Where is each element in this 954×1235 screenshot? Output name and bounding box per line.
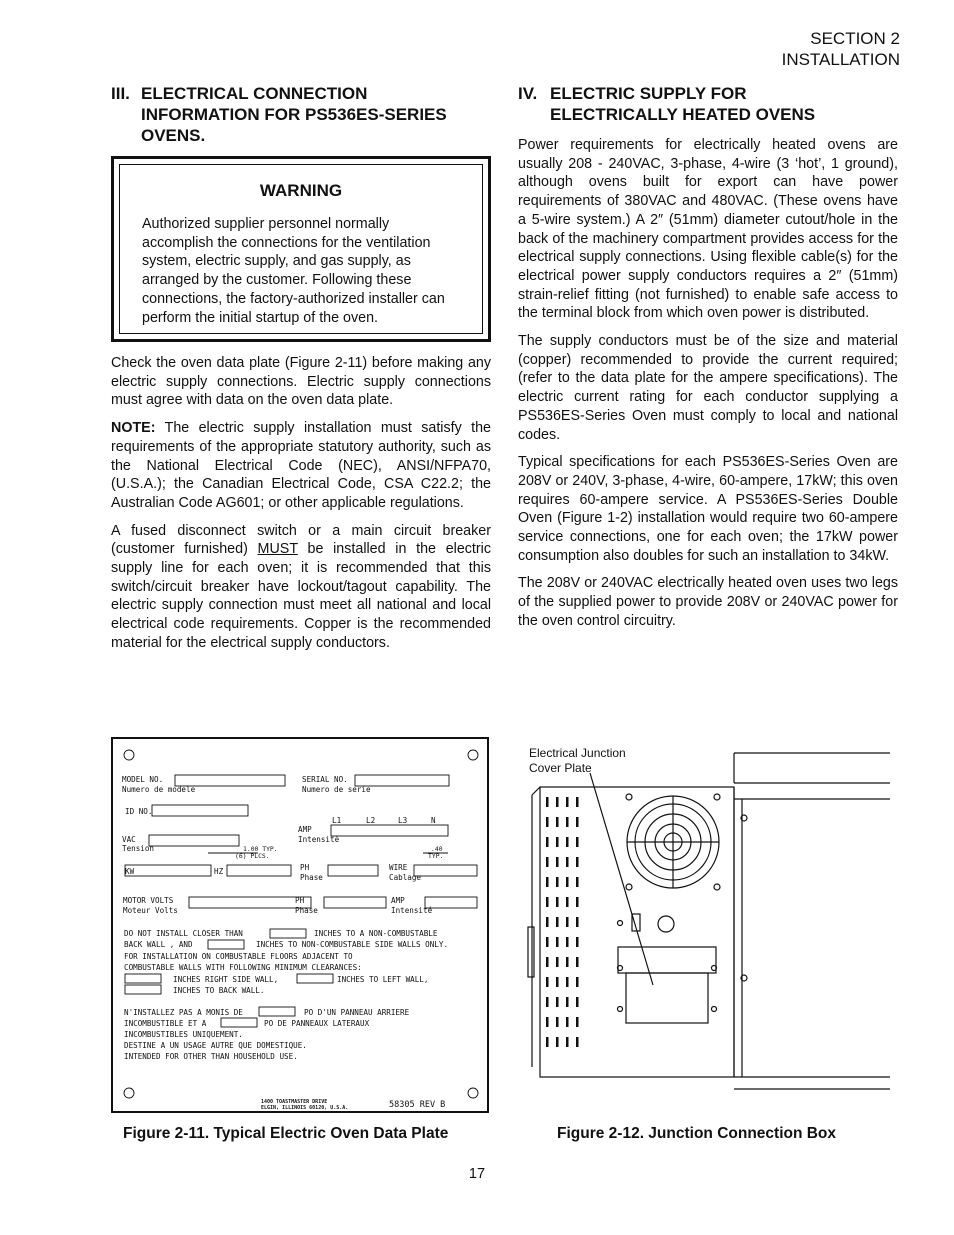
plate-address-2: ELGIN, ILLINOIS 60120, U.S.A. <box>261 1105 349 1111</box>
right-column-text <box>518 136 898 640</box>
heading-iv <box>518 83 908 125</box>
section-number: SECTION 2 <box>810 29 900 48</box>
junction-label-2: Cover Plate <box>529 761 592 775</box>
plate-motor: MOTOR VOLTS <box>123 896 174 905</box>
plate-clearance-2a: BACK WALL , AND <box>124 940 193 949</box>
heading-iv-line2: ELECTRICALLY HEATED OVENS <box>550 105 816 124</box>
paragraph-note <box>111 419 491 513</box>
plate-hz: HZ <box>214 867 224 876</box>
plate-french-2b: PO DE PANNEAUX LATERAUX <box>264 1019 370 1028</box>
plate-address-1: 1400 TOASTMASTER DRIVE <box>261 1099 328 1105</box>
plate-typ2b: TYP. <box>428 852 444 860</box>
warning-box <box>111 156 491 342</box>
heading-iii <box>111 83 501 146</box>
plate-model-fr: Numero de modele <box>122 785 196 794</box>
plate-french-3: INCOMBUSTIBLES UNIQUEMENT. <box>124 1030 243 1039</box>
plate-serial-fr: Numero de serie <box>302 785 371 794</box>
heading-iv-line1: ELECTRIC SUPPLY FOR <box>550 84 747 103</box>
section-header <box>782 28 900 70</box>
disconnect-text-a: A fused disconnect switch or a main circuit breaker (customer furnished) <box>111 522 491 558</box>
plate-l3: L3 <box>398 816 408 825</box>
warning-text: Authorized supplier personnel normally accomplish the connections for the ventilation system, electric supply, and gas supply, as arranged by the customer. Following these connections, the factory-authorized installer can perform the initial startup of the oven. <box>142 216 445 326</box>
plate-clearance-1b: INCHES TO A NON-COMBUSTABLE <box>314 929 438 938</box>
plate-typ1: 1.00 TYP. <box>243 845 278 853</box>
plate-clearance-3: FOR INSTALLATION ON COMBUSTABLE FLOORS ADJACENT TO <box>124 952 353 961</box>
plate-clearance-4: COMBUSTABLE WALLS WITH FOLLOWING MINIMUM CLEARANCES: <box>124 963 362 972</box>
plate-french-1b: PO D'UN PANNEAU ARRIERE <box>304 1008 410 1017</box>
plate-ph2: PH <box>295 896 305 905</box>
plate-model-no: MODEL NO. <box>122 775 164 784</box>
note-text: The electric supply installation must satisfy the requirements of the appropriate statutory authority, such as the National Electrical Code (NEC), ANSI/NFPA70, (U.S.A.); the Canadian Electrical Code, CSA C22.2; the Australian Code AG601; or other applicable regulations. <box>111 420 491 511</box>
plate-amp: AMP <box>298 825 312 834</box>
plate-ph-fr: Phase <box>300 873 323 882</box>
junction-box-figure <box>518 737 890 1119</box>
heading-iii-num: III. <box>111 84 130 103</box>
screw-hole-icon <box>124 1088 134 1098</box>
plate-motor-fr: Moteur Volts <box>123 906 178 915</box>
plate-wire-fr: Cablage <box>389 873 422 882</box>
plate-household-use: INTENDED FOR OTHER THAN HOUSEHOLD USE. <box>124 1052 298 1061</box>
paragraph-disconnect <box>111 522 491 653</box>
screw-hole-icon <box>124 750 134 760</box>
caption-fig-2-12: Figure 2-12. Junction Connection Box <box>557 1125 837 1142</box>
plate-ph: PH <box>300 863 310 872</box>
disconnect-text-b: be installed in the electric supply line for each oven; it is recommended that this switch/circuit breaker have lockout/tagout capability. The electric supply connection must meet all national and local electrical code requirements. Copper is the recommended material for the electrical supply conductors. <box>111 541 491 651</box>
junction-label-1: Electrical Junction <box>529 746 626 760</box>
caption-fig-2-11: Figure 2-11. Typical Electric Oven Data Plate <box>123 1125 449 1142</box>
screw-hole-icon <box>468 1088 478 1098</box>
left-column-text <box>111 354 491 662</box>
plate-french-4: DESTINE A UN USAGE AUTRE QUE DOMESTIQUE. <box>124 1041 307 1050</box>
plate-kw: KW <box>125 867 135 876</box>
heading-iii-line1: ELECTRICAL CONNECTION <box>141 84 368 103</box>
paragraph-power-requirements: Power requirements for electrically heated ovens are usually 208 - 240VAC, 3-phase, 4-wire (3 ‘hot’, 1 ground), although ovens built for export can have power requirements of 380VAC and 480VAC. (These ovens have a 5-wire system.) A 2″ (51mm) diameter cutout/hole in the back of the machinery compartment provides access for the electrical supply connections. Using flexible cable(s) for the electrical power supply conductors requires a 2″ (51mm) strain-relief fitting (not furnished) to enable safe access to the terminal block from which oven power is distributed. <box>518 137 898 322</box>
data-plate-drawing <box>113 739 487 1111</box>
plate-typ2: .40 <box>431 845 443 853</box>
plate-part-number: 58305 REV B <box>389 1100 446 1110</box>
warning-title: WARNING <box>259 181 343 200</box>
section-title: INSTALLATION <box>781 50 900 69</box>
plate-l1: L1 <box>332 816 342 825</box>
plate-amp-fr: Intensité <box>298 835 340 844</box>
heading-iii-line2: INFORMATION FOR PS536ES-SERIES <box>141 105 447 124</box>
plate-n: N <box>431 816 436 825</box>
note-label: NOTE: <box>111 420 156 437</box>
heading-iii-line3: OVENS. <box>141 126 206 145</box>
plate-clearance-5b: INCHES TO LEFT WALL, <box>337 975 429 984</box>
plate-clearance-2b: INCHES TO NON-COMBUSTABLE SIDE WALLS ONLY. <box>256 940 449 949</box>
plate-clearance-5a: INCHES RIGHT SIDE WALL, <box>173 975 279 984</box>
plate-l2: L2 <box>366 816 376 825</box>
plate-amp2-fr: Intensité <box>391 906 433 915</box>
plate-amp2: AMP <box>391 896 405 905</box>
heading-iv-num: IV. <box>518 84 538 103</box>
page-number: 17 <box>468 1166 486 1182</box>
plate-vac: VAC <box>122 835 136 844</box>
junction-box-drawing <box>518 737 890 1119</box>
plate-clearance-6: INCHES TO BACK WALL. <box>173 986 265 995</box>
plate-wire: WIRE <box>389 863 408 872</box>
must-emphasis: MUST <box>257 541 298 558</box>
plate-id-no: ID NO. <box>125 807 153 816</box>
plate-serial-no: SERIAL NO. <box>302 775 348 784</box>
plate-clearance-1a: DO NOT INSTALL CLOSER THAN <box>124 929 243 938</box>
paragraph-check-data-plate: Check the oven data plate (Figure 2-11) before making any electric supply connections. Electric supply connections must agree with data on the oven data plate. <box>111 355 491 409</box>
paragraph-typical-specs: Typical specifications for each PS536ES-Series Oven are 208V or 240V, 3-phase, 4-wire, 60-ampere, 17kW; this oven requires 60-ampere service. A PS536ES-Series Double Oven (Figure 1-2) installation would require two 60-ampere service connections, one for each oven; the 17kW power consumption also doubles for such an installation to 34kW. <box>518 454 898 564</box>
plate-vac-fr: Tension <box>122 844 155 853</box>
plate-french-2a: INCOMBUSTIBLE ET A <box>124 1019 207 1028</box>
plate-french-1a: N'INSTALLEZ PAS A MONIS DE <box>124 1008 243 1017</box>
paragraph-supply-conductors: The supply conductors must be of the size and material (copper) recommended to provide the current required; (refer to the data plate for the ampere specifications). The electric current rating for each conductor supplying a PS536ES-Series Oven must comply to local and national codes. <box>518 333 898 443</box>
paragraph-control-circuitry: The 208V or 240VAC electrically heated oven uses two legs of the supplied power to provide 208V or 240VAC power for the oven control circuitry. <box>518 575 898 629</box>
data-plate-figure <box>111 737 489 1113</box>
plate-ph2-fr: Phase <box>295 906 318 915</box>
screw-hole-icon <box>468 750 478 760</box>
plate-typ1b: (6) PLCS. <box>235 852 270 860</box>
